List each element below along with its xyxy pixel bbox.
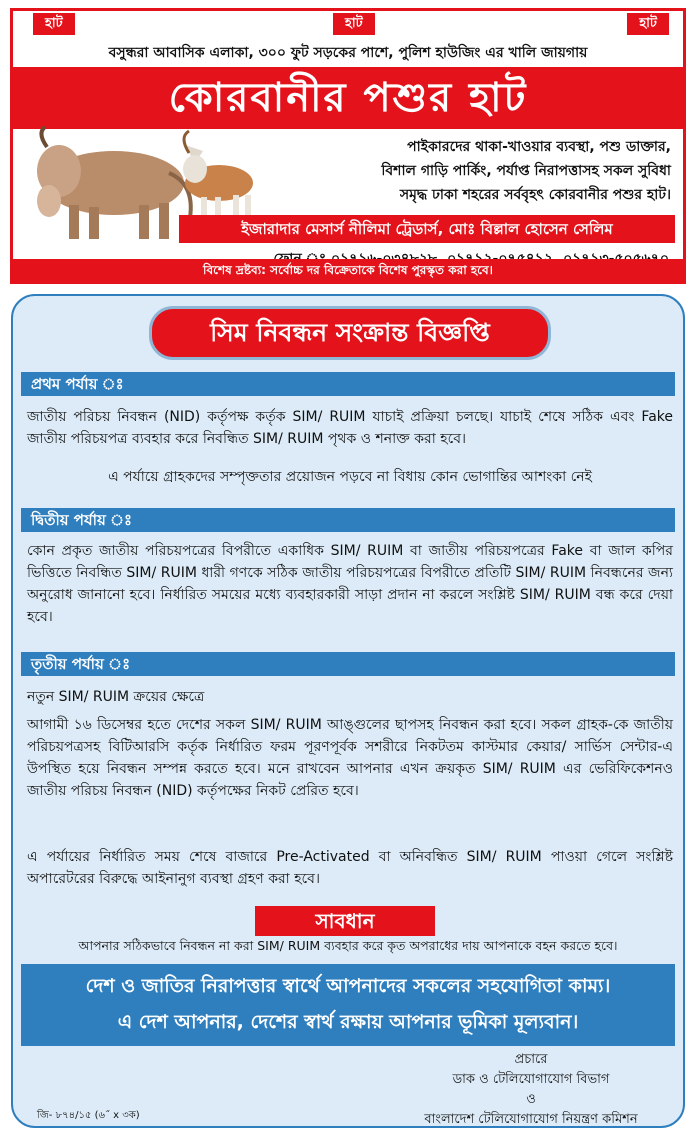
ad-code: জি- ৮৭৪/১৫ (৬˝ x ৩ক) bbox=[37, 1110, 140, 1121]
market-features bbox=[271, 135, 671, 207]
phase-3-warning: এ পর্যায়ের নির্ধারিত সময় শেষে বাজারে Pre-Activated বা অনিবন্ধিত SIM/ RUIM পাওয়া গেলে সংশ্লিষ্ট অপারেটরের বিরুদ্ধে আইনানুগ ব্যবস্থা গ্রহণ করা হবে। bbox=[27, 849, 673, 887]
phase-1-note: এ পর্যায়ে গ্রাহকদের সম্পৃক্ততার প্রয়োজন পড়বে না বিধায় কোন ভোগান্তির আশংকা নেই bbox=[108, 469, 592, 485]
notice-title: সিম নিবন্ধন সংক্রান্ত বিজ্ঞপ্তি bbox=[149, 306, 551, 360]
sim-registration-notice bbox=[11, 294, 685, 1128]
feature-line: পাইকারদের থাকা-খাওয়ার ব্যবস্থা, পশু ডাক্তার, bbox=[407, 139, 671, 155]
slogan-line: দেশ ও জাতির নিরাপত্তার স্বার্থে আপনাদের সকলের সহযোগিতা কাম্য। bbox=[85, 975, 611, 997]
cattle-market-ad bbox=[10, 8, 686, 284]
caution-label: সাবধান bbox=[255, 906, 435, 936]
credit-line: ও bbox=[526, 1092, 536, 1107]
hat-tag-right: হাট bbox=[627, 13, 669, 35]
slogan-line: এ দেশ আপনার, দেশের স্বার্থ রক্ষায় আপনার ভূমিকা মূল্যবান। bbox=[117, 1011, 579, 1033]
phase-3-text: আগামী ১৬ ডিসেম্বর হতে দেশের সকল SIM/ RUIM আঙ্গুলের ছাপসহ নিবন্ধন করা হবে। সকল গ্রাহক-কে জাতীয় পরিচয়পত্রসহ বিটিআরসি কর্তৃক নির্ধারিত ফরম পূরণপূর্বক সশরীরে নিকটতম কাস্টমার কেয়ার/ সার্ভিস সেন্টার-এ উপস্থিত হয়ে নিবন্ধন সম্পন্ন করতে হবে। মনে রাখবেন আপনার এখন ক্রয়কৃত SIM/ RUIM এর ভেরিফিকেশনও জাতীয় পরিচয় নিবন্ধন (NID) কর্তৃপক্ষের নিকট প্রেরিত হবে। bbox=[27, 717, 673, 799]
market-location: বসুন্ধরা আবাসিক এলাকা, ৩০০ ফুট সড়কের পাশে, পুলিশ হাউজিং এর খালি জায়গায় bbox=[108, 45, 588, 61]
caution-text: আপনার সঠিকভাবে নিবন্ধন না করা SIM/ RUIM ব্যবহার করে কৃত অপরাধের দায় আপনাকে বহন করতে হবে। bbox=[78, 938, 618, 953]
market-title: কোরবানীর পশুর হাট bbox=[13, 67, 683, 129]
hat-tag-left: হাট bbox=[33, 13, 75, 35]
security-slogan bbox=[21, 964, 675, 1046]
feature-line: সমৃদ্ধ ঢাকা শহরের সর্ববৃহৎ কোরবানীর পশুর হাট। bbox=[399, 187, 671, 203]
phase-2-heading: দ্বিতীয় পর্যায় ঃ bbox=[21, 508, 675, 532]
market-special-note: বিশেষ দ্রষ্টব্য: সর্বোচ্চ দর বিক্রেতাকে বিশেষ পুরস্কৃত করা হবে। bbox=[13, 259, 683, 281]
phase-1-heading: প্রথম পর্যায় ঃ bbox=[21, 372, 675, 396]
phase-2-text: কোন প্রকৃত জাতীয় পরিচয়পত্রের বিপরীতে একাধিক SIM/ RUIM বা জাতীয় পরিচয়পত্রের Fake বা জাল কপির ভিত্তিতে নিবন্ধিত SIM/ RUIM ধারী গণকে সঠিক জাতীয় পরিচয়পত্রের বিপরীতে প্রতিটি SIM/ RUIM নিবন্ধনের জন্য অনুরোধ জানানো হবে। নির্ধারিত সময়ের মধ্যে ব্যবহারকারী সাড়া প্রদান না করলে সংশ্লিষ্ট SIM/ RUIM বন্ধ করে দেয়া হবে। bbox=[27, 543, 673, 625]
phase-1-text: জাতীয় পরিচয় নিবন্ধন (NID) কর্তৃপক্ষ কর্তৃক SIM/ RUIM যাচাই প্রক্রিয়া চলছে। যাচাই শেষে সঠিক এবং Fake জাতীয় পরিচয়পত্র ব্যবহার করে নিবন্ধিত SIM/ RUIM পৃথক ও শনাক্ত করা হবে। bbox=[27, 409, 673, 447]
hat-tag-center: হাট bbox=[333, 13, 375, 35]
credit-line: প্রচারে bbox=[514, 1052, 548, 1067]
credit-line: বাংলাদেশ টেলিযোগাযোগ নিয়ন্ত্রণ কমিশন bbox=[424, 1112, 638, 1127]
feature-line: বিশাল গাড়ি পার্কিং, পর্যাপ্ত নিরাপত্তাসহ সকল সুবিধা bbox=[381, 163, 671, 179]
phase-3-subheading: নতুন SIM/ RUIM ক্রয়ের ক্ষেত্রে bbox=[27, 689, 205, 705]
market-lessee: ইজারাদার মেসার্স নীলিমা ট্রেডার্স, মোঃ বিল্লাল হোসেন সেলিম bbox=[179, 215, 675, 243]
phase-3-heading: তৃতীয় পর্যায় ঃ bbox=[21, 652, 675, 676]
credit-line: ডাক ও টেলিযোগাযোগ বিভাগ bbox=[452, 1072, 610, 1087]
cow-icon bbox=[37, 127, 191, 239]
publisher-credit bbox=[391, 1050, 671, 1128]
